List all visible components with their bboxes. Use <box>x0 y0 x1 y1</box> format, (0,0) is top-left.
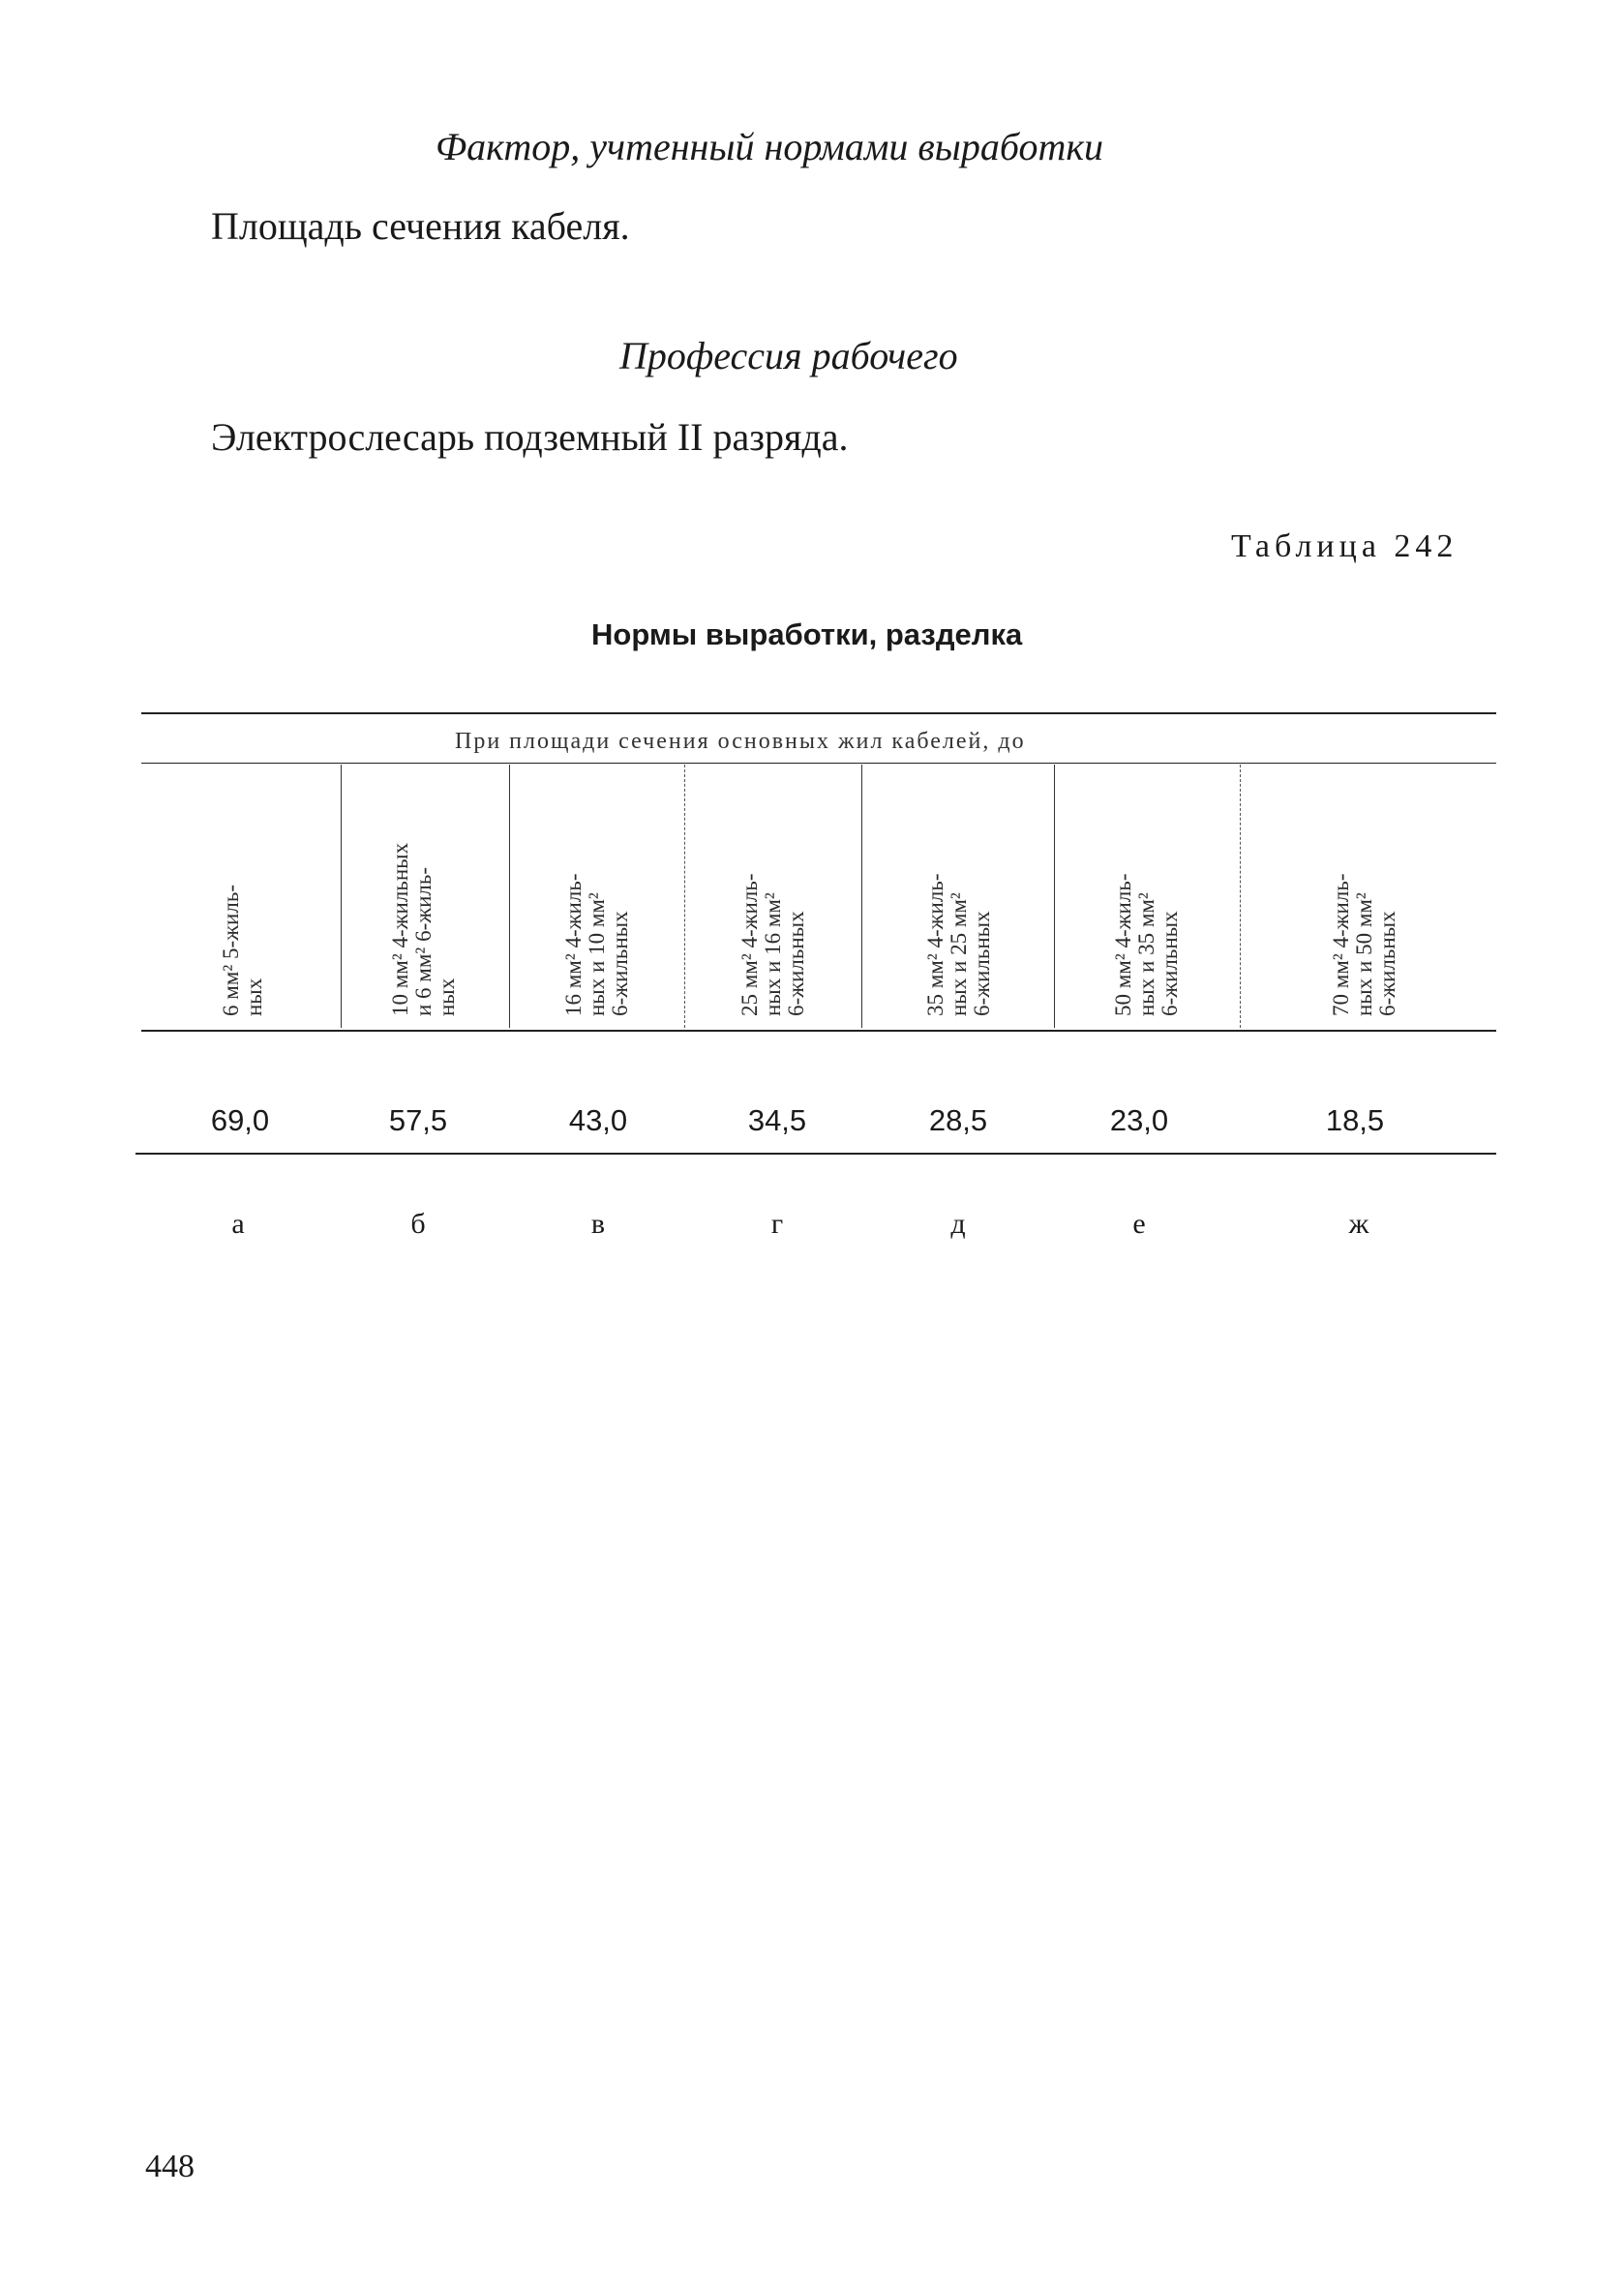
column-header-line: ных <box>435 978 459 1016</box>
column-header-line: 25 мм² 4-жиль- <box>737 873 762 1016</box>
column-header-line: ных и 16 мм² <box>761 892 785 1016</box>
column-header-f <box>1060 774 1234 1016</box>
column-header-line: 10 мм² 4-жильных <box>388 842 412 1016</box>
column-header-line: 50 мм² 4-жиль- <box>1111 873 1135 1016</box>
column-header-line: 6-жильных <box>1375 911 1399 1016</box>
column-letter-f: е <box>1132 1208 1146 1240</box>
column-letter-e: д <box>950 1208 966 1240</box>
value-cell-b: 57,5 <box>388 1103 448 1137</box>
table-label: Таблица 242 <box>1231 528 1459 564</box>
column-separator <box>1240 765 1241 1028</box>
table-super-header: При площади сечения основных жил кабелей, до <box>455 729 1026 754</box>
column-header-line: 6-жильных <box>784 911 808 1016</box>
column-header-g <box>1258 774 1471 1016</box>
column-header-line: 6-жильных <box>1158 911 1182 1016</box>
column-header-c <box>515 774 679 1016</box>
column-letter-a: а <box>231 1208 245 1240</box>
value-cell-c: 43,0 <box>568 1103 628 1137</box>
column-separator <box>684 765 685 1028</box>
column-header-line: 16 мм² 4-жиль- <box>561 873 586 1016</box>
table-title: Нормы выработки, разделка <box>591 617 1023 651</box>
column-letter-b: б <box>410 1208 426 1240</box>
column-header-line: и 6 мм² 6-жиль- <box>411 866 436 1016</box>
header-bottom-rule <box>141 1030 1496 1032</box>
factor-heading: Фактор, учтенный нормами выработки <box>436 125 1104 168</box>
column-header-line: 6 мм² 5-жиль- <box>219 885 243 1016</box>
column-separator <box>509 765 510 1028</box>
column-header-line: 6-жильных <box>969 911 994 1016</box>
column-header-a <box>170 774 316 1016</box>
value-cell-f: 23,0 <box>1109 1103 1169 1137</box>
column-letter-c: в <box>590 1208 606 1240</box>
column-header-line: ных и 35 мм² <box>1134 892 1158 1016</box>
profession-heading: Профессия рабочего <box>619 334 958 377</box>
column-header-line: 35 мм² 4-жиль- <box>922 873 947 1016</box>
value-cell-a: 69,0 <box>210 1103 270 1137</box>
column-header-line: 70 мм² 4-жиль- <box>1329 873 1353 1016</box>
column-header-line: ных и 10 мм² <box>585 892 609 1016</box>
value-cell-d: 34,5 <box>747 1103 807 1137</box>
column-header-line: 6-жильных <box>608 911 632 1016</box>
column-header-d <box>691 774 856 1016</box>
table-bottom-rule <box>135 1153 1496 1155</box>
page-number: 448 <box>145 2149 195 2184</box>
column-header-line: ных <box>242 978 266 1016</box>
profession-text: Электрослесарь подземный II разряда. <box>211 415 849 459</box>
column-letter-g: ж <box>1348 1208 1369 1240</box>
column-letter-d: г <box>770 1208 784 1240</box>
column-separator <box>341 765 342 1028</box>
factor-text: Площадь сечения кабеля. <box>211 204 630 248</box>
value-cell-e: 28,5 <box>928 1103 988 1137</box>
table-top-rule <box>141 712 1496 714</box>
super-header-rule <box>141 763 1496 764</box>
value-cell-g: 18,5 <box>1325 1103 1385 1137</box>
column-separator <box>861 765 862 1028</box>
column-header-e <box>869 774 1048 1016</box>
column-separator <box>1054 765 1055 1028</box>
column-header-line: ных и 25 мм² <box>946 892 971 1016</box>
column-header-line: ных и 50 мм² <box>1352 892 1376 1016</box>
column-header-b <box>346 774 501 1016</box>
